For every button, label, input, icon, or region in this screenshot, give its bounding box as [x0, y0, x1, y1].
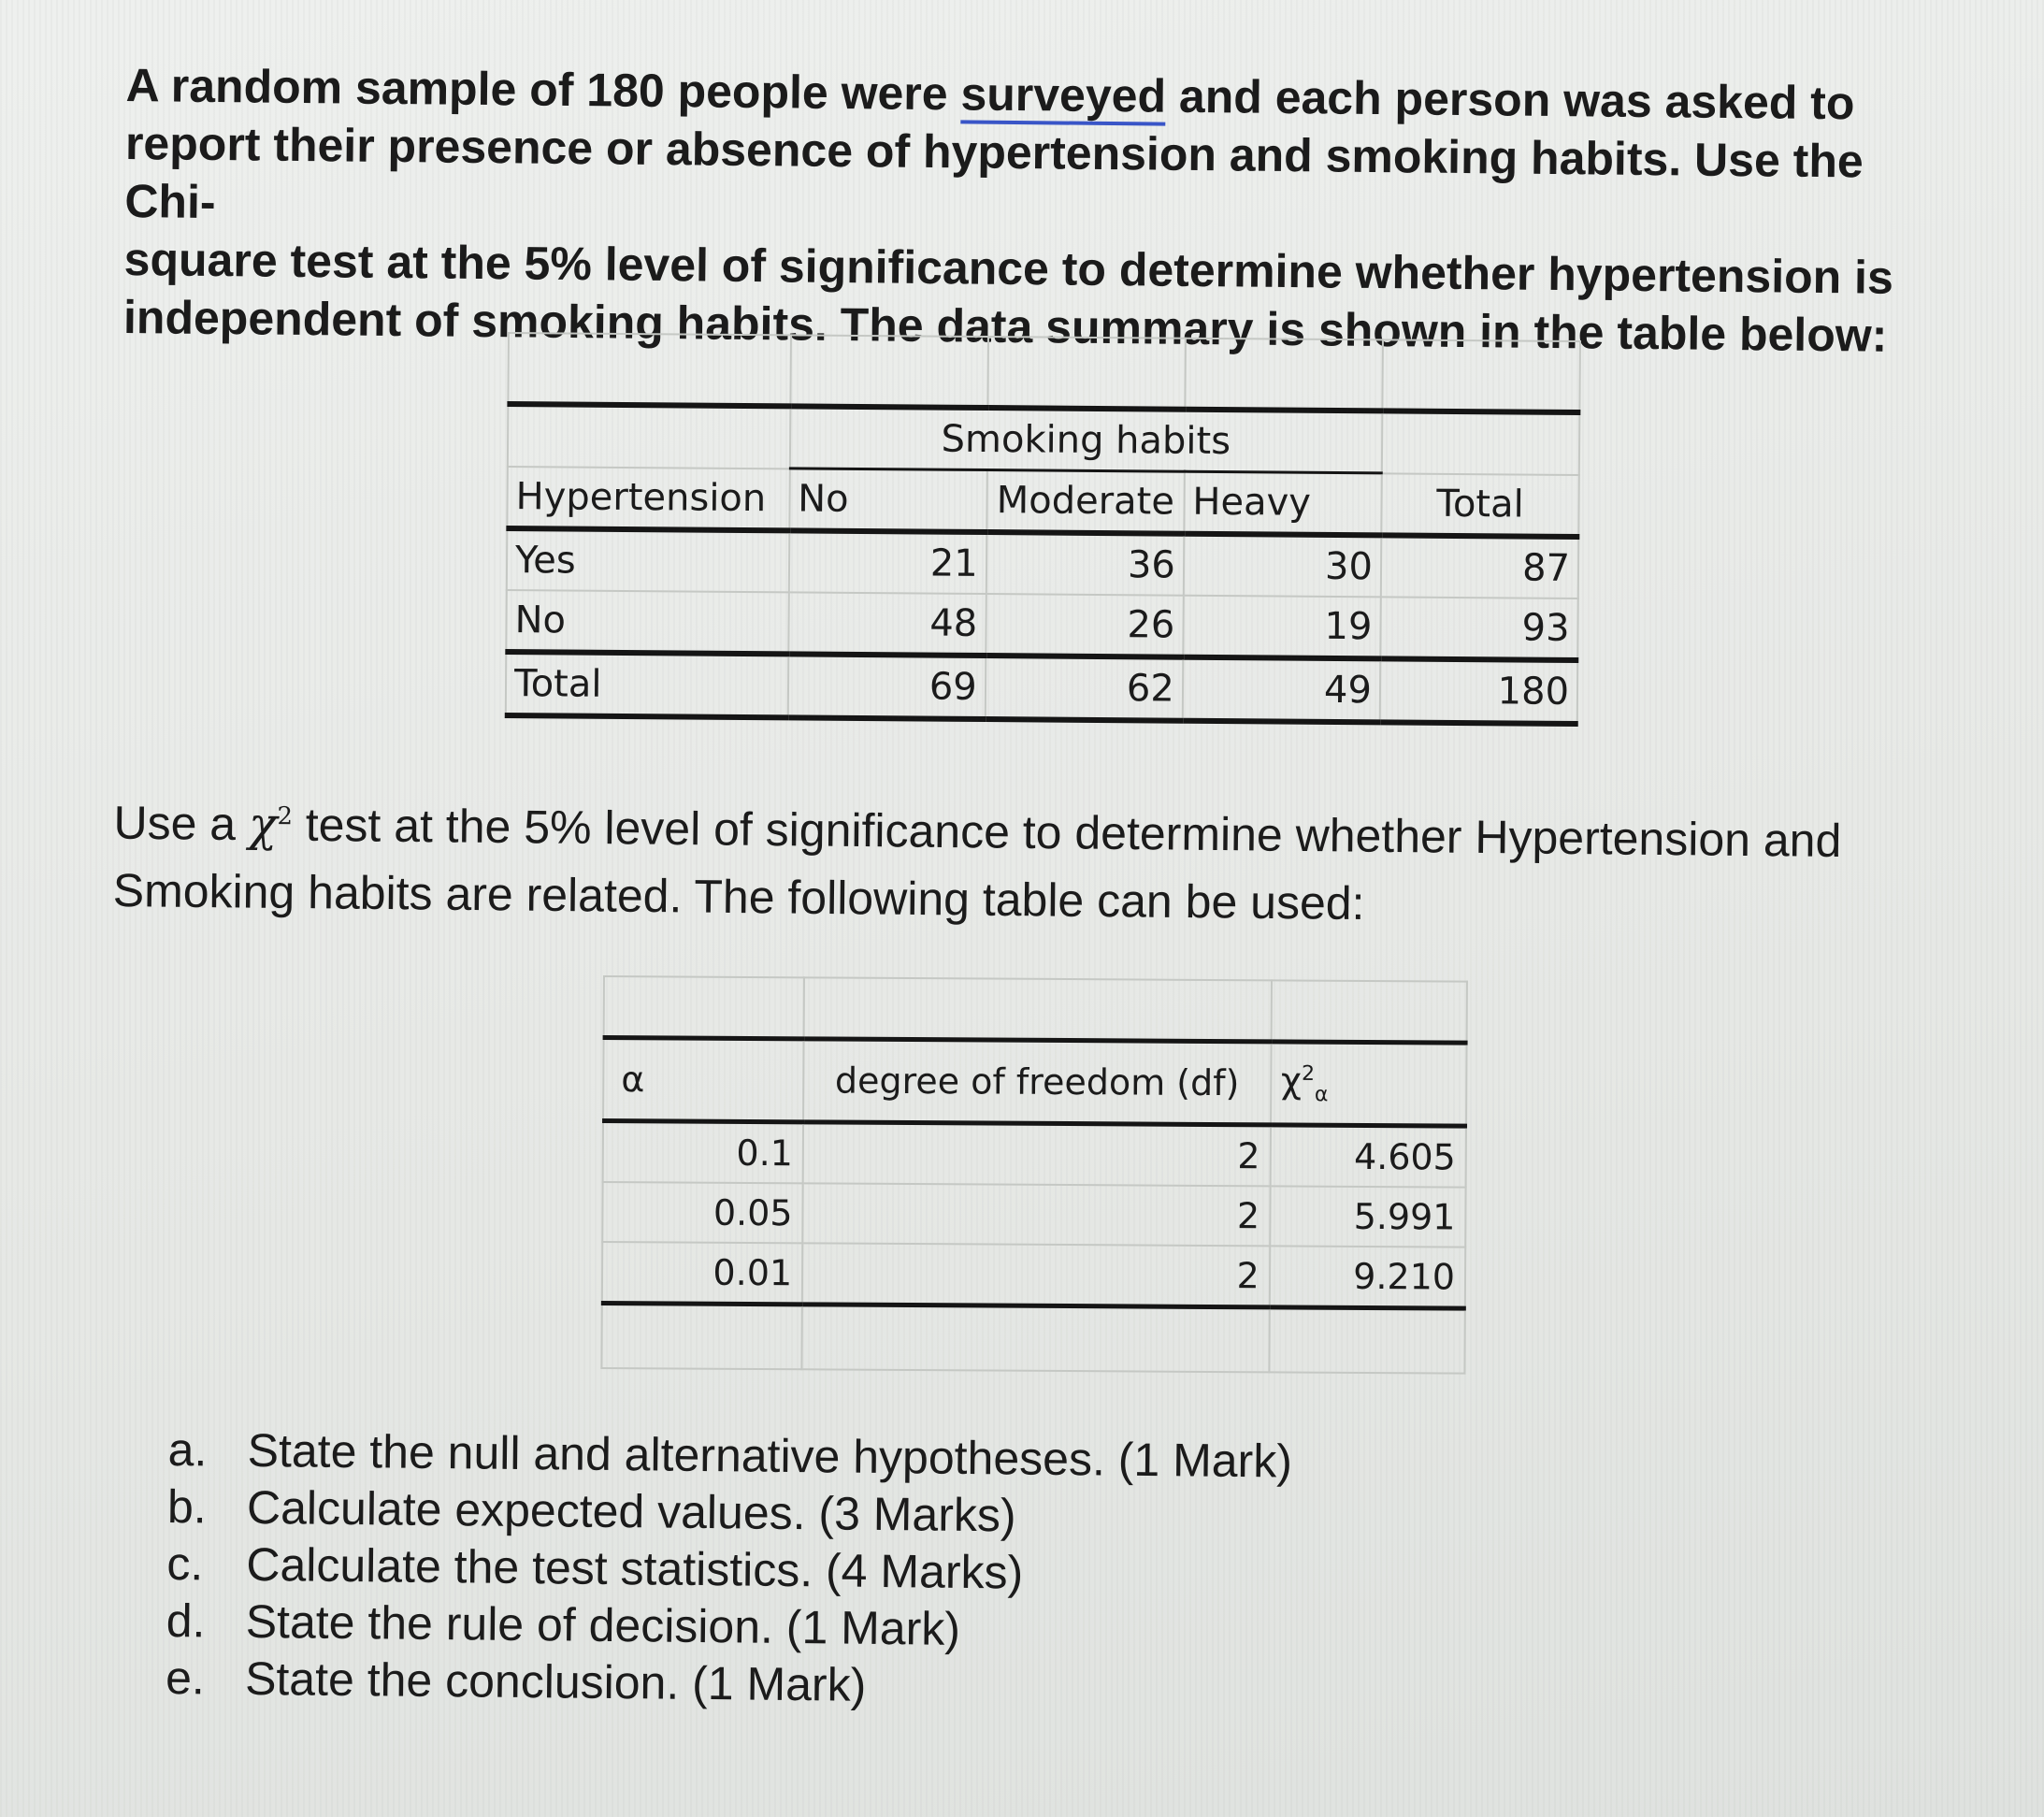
alpha-header: α — [603, 1038, 804, 1122]
intro-line-1-start: A random sample of 180 people were — [125, 58, 961, 121]
chi-value-cell: 4.605 — [1270, 1125, 1466, 1188]
col-header-moderate: Moderate — [986, 470, 1185, 534]
chi-square-symbol — [249, 797, 293, 851]
chi-header-symbol: χ — [1280, 1060, 1303, 1102]
df-cell: 2 — [802, 1183, 1270, 1246]
chi-header — [1271, 1042, 1467, 1126]
table-cell: 180 — [1380, 658, 1578, 724]
chi-value-cell: 5.991 — [1270, 1186, 1466, 1247]
table-cell: 21 — [788, 530, 986, 594]
table-cell: 26 — [986, 594, 1184, 657]
item-letter: e. — [165, 1651, 206, 1705]
instruction-line-2: Smoking habits are related. The following table can be used: — [112, 863, 1365, 930]
instruction-line-1-start: Use a — [113, 796, 250, 851]
contingency-table — [505, 332, 1581, 727]
smoking-habits-header: Smoking habits — [789, 406, 1382, 472]
row-label: No — [506, 590, 788, 654]
critical-table-header-row — [603, 1038, 1467, 1127]
item-text: State the conclusion. (1 Mark) — [244, 1651, 867, 1711]
chi-power: 2 — [277, 801, 294, 831]
item-letter: b. — [166, 1479, 208, 1534]
table-row — [506, 652, 1577, 724]
intro-paragraph — [123, 56, 1940, 365]
underlined-word: surveyed — [960, 67, 1166, 125]
instruction-paragraph — [112, 781, 2011, 944]
instruction-line-1-end: test at the 5% level of significance to determine whether Hypertension and — [292, 798, 1842, 868]
table-column-header-row — [507, 467, 1578, 537]
item-letter: c. — [166, 1536, 204, 1591]
intro-line-4: independent of smoking habits. The data summary is shown in the table below: — [122, 290, 1888, 362]
table-group-header-row — [508, 404, 1579, 474]
critical-values-table — [600, 975, 1468, 1375]
df-header: degree of freedom (df) — [803, 1039, 1271, 1125]
alpha-cell: 0.05 — [602, 1182, 802, 1243]
table-cell: 36 — [986, 532, 1184, 596]
table-cell: 87 — [1381, 535, 1579, 598]
chi-value-cell: 9.210 — [1270, 1246, 1466, 1308]
table-cell: 49 — [1183, 657, 1381, 723]
alpha-cell: 0.01 — [602, 1242, 802, 1305]
chi-header-power: 2 — [1301, 1062, 1316, 1087]
df-cell: 2 — [802, 1243, 1270, 1307]
item-text: State the rule of decision. (1 Mark) — [245, 1594, 961, 1655]
df-cell: 2 — [803, 1122, 1271, 1187]
item-letter: d. — [166, 1593, 206, 1648]
table-cell: 19 — [1183, 596, 1381, 659]
question-list — [166, 1421, 1571, 1722]
table-row — [506, 590, 1577, 660]
table-cell: 30 — [1184, 534, 1382, 598]
item-letter: a. — [167, 1422, 208, 1477]
table-row — [602, 1242, 1465, 1308]
critical-table-blank-row — [604, 976, 1467, 1043]
table-cell: 48 — [788, 592, 986, 656]
table-cell: 69 — [787, 654, 986, 719]
chi-symbol: χ — [248, 797, 278, 852]
table-cell: 62 — [985, 656, 1183, 721]
table-row — [603, 1121, 1466, 1188]
intro-line-2: report their presence or absence of hypertension and smoking habits. Use the Chi- — [124, 116, 1864, 229]
row-label: Total — [506, 652, 788, 717]
alpha-cell: 0.1 — [603, 1121, 803, 1184]
table-row — [507, 528, 1578, 598]
col-header-no: No — [789, 469, 987, 532]
table-row — [602, 1182, 1465, 1247]
critical-table-trailing-row — [601, 1303, 1464, 1373]
col-header-total: Total — [1381, 473, 1579, 537]
table-blank-row — [508, 333, 1580, 412]
item-text: Calculate the test statistics. (4 Marks) — [246, 1537, 1024, 1599]
row-label: Yes — [507, 528, 789, 592]
item-text: State the null and alternative hypotheses. (1 Mark) — [247, 1423, 1293, 1488]
chi-header-alpha: α — [1314, 1083, 1329, 1107]
col-header-heavy: Heavy — [1184, 471, 1382, 535]
item-text: Calculate expected values. (3 Marks) — [246, 1480, 1016, 1542]
table-cell: 93 — [1380, 597, 1578, 660]
col-header-hypertension: Hypertension — [507, 467, 789, 531]
intro-line-1-end: and each person was asked to — [1165, 69, 1855, 130]
intro-line-3: square test at the 5% level of significance to determine whether hypertension is — [123, 232, 1894, 304]
